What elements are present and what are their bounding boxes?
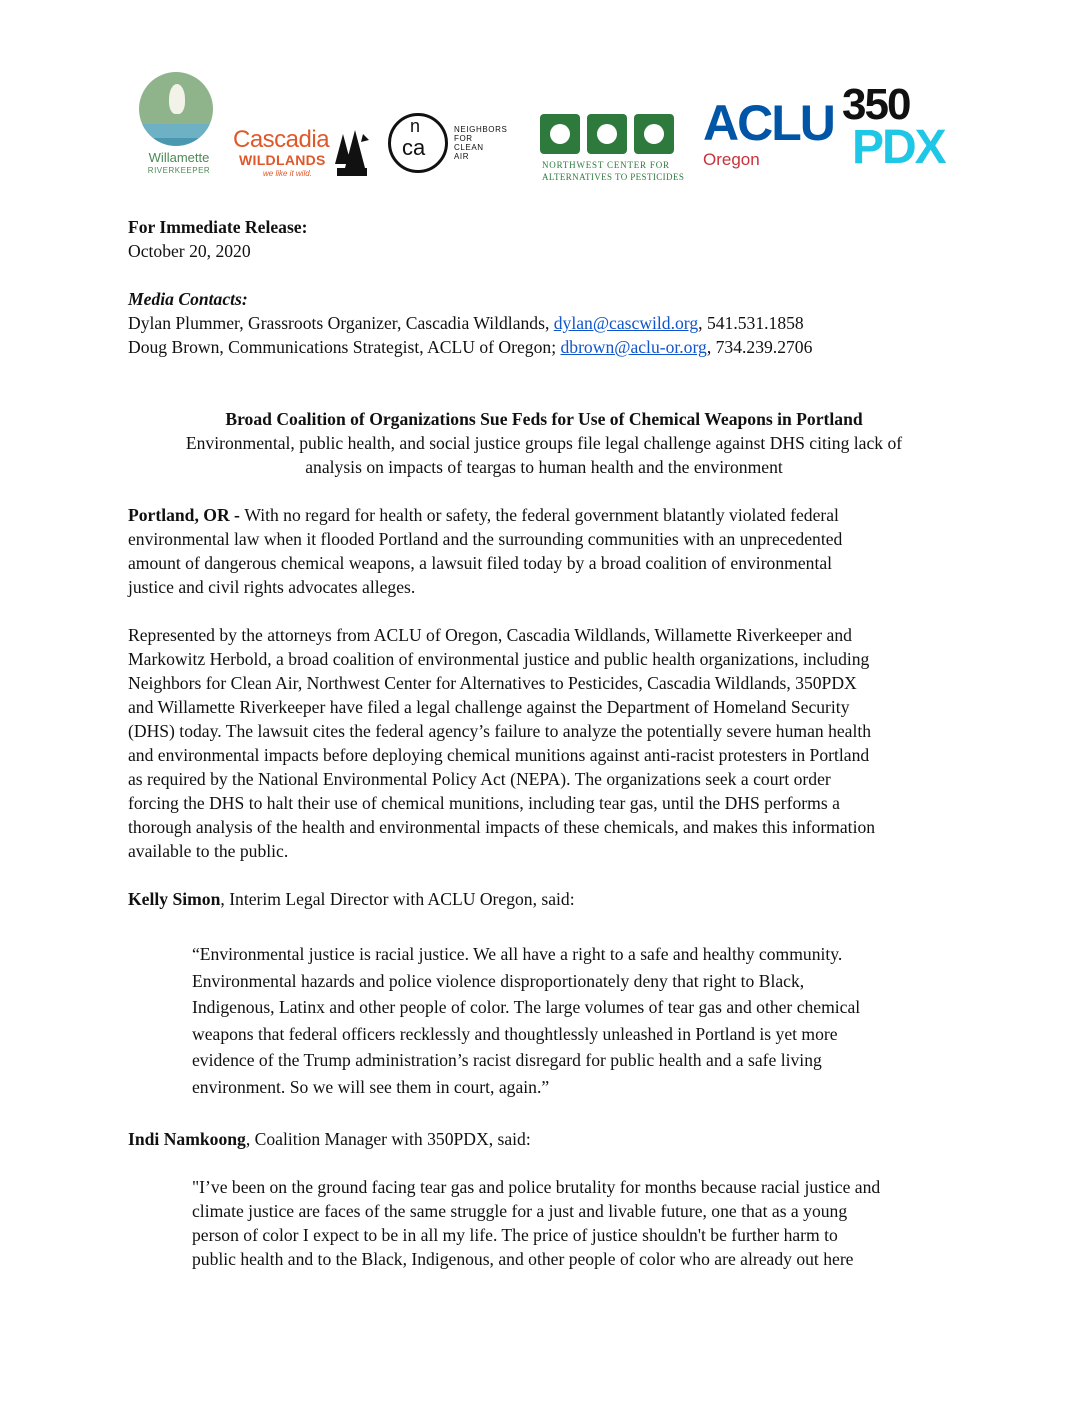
quote-line: environment. So we will see them in court, again.”	[192, 1076, 550, 1097]
speaker-title: , Interim Legal Director with ACLU Oregon, said:	[220, 889, 575, 909]
dbrown-email-link[interactable]: dbrown@aclu-or.org	[560, 337, 707, 357]
willamette-logo-text: Willamette	[148, 150, 210, 165]
release-header	[128, 215, 968, 263]
paragraph-line: and environmental impacts before deploying chemical munitions against anti-racist protesters in Portland	[128, 745, 870, 765]
quote-line: evidence of the Trump administration’s racist disregard for public health and a safe living	[192, 1050, 822, 1070]
headline-block	[128, 407, 960, 479]
paragraph-line: amount of dangerous chemical weapons, a lawsuit filed today by a broad coalition of environmental	[128, 553, 833, 573]
nca-word: AIR	[454, 152, 470, 161]
speaker-name: Indi Namkoong	[128, 1129, 246, 1149]
nca-n-text: n	[410, 116, 421, 136]
neighbors-for-clean-air-logo	[388, 113, 518, 175]
nca-ca-text: ca	[402, 135, 426, 160]
contact-text: Doug Brown, Communications Strategist, ACLU of Oregon;	[128, 337, 561, 357]
nca-word: CLEAN	[454, 143, 484, 152]
paragraph-line: as required by the National Environmental Policy Act (NEPA). The organizations seek a court order	[128, 769, 831, 789]
trees-animals-icon	[333, 130, 371, 180]
paragraph-line: and Willamette Riverkeeper have filed a legal challenge against the Department of Homeland Security	[128, 697, 850, 717]
paragraph-line: Neighbors for Clean Air, Northwest Center for Alternatives to Pesticides, Cascadia Wildlands, 350PDX	[128, 673, 857, 693]
paragraph-line: Represented by the attorneys from ACLU of Oregon, Cascadia Wildlands, Willamette Riverkeeper and	[128, 625, 852, 645]
paragraph-text: With no regard for health or safety, the federal government blatantly violated federal	[244, 505, 839, 525]
paragraph-line: Markowitz Herbold, a broad coalition of environmental justice and public health organizations, including	[128, 649, 870, 669]
headline-sub: Environmental, public health, and social justice groups file legal challenge against DHS citing lack of	[185, 433, 903, 453]
leaf-tile-icon	[587, 114, 627, 154]
paragraph-coalition	[128, 623, 968, 863]
dylan-email-link[interactable]: dylan@cascwild.org	[553, 313, 699, 333]
contact-phone: , 734.239.2706	[706, 337, 813, 357]
pdx-wordmark: PDX	[852, 121, 945, 174]
heron-emblem-icon	[139, 72, 213, 146]
quote-kelly-simon	[192, 941, 972, 1100]
ncap-logo	[540, 114, 685, 184]
quote-line: climate justice are faces of the same struggle for a just and livable future, one that as a young	[192, 1201, 848, 1221]
paragraph-portland	[128, 503, 968, 599]
cascadia-wildlands-logo	[233, 122, 373, 182]
nca-word: FOR	[454, 134, 473, 143]
ncap-line-1: NORTHWEST CENTER FOR	[542, 160, 670, 170]
contact-dylan	[128, 311, 968, 335]
350-wordmark: 350	[842, 80, 910, 129]
speaker-title: , Coalition Manager with 350PDX, said:	[245, 1129, 531, 1149]
nca-words	[454, 125, 507, 161]
speaker-name: Kelly Simon	[128, 889, 221, 909]
ncap-line-2: ALTERNATIVES TO PESTICIDES	[542, 172, 685, 182]
aclu-wordmark: ACLU	[703, 95, 834, 151]
quote-line: “Environmental justice is racial justice. We all have a right to a safe and healthy community.	[192, 944, 843, 964]
paragraph-line: environmental law when it flooded Portland and the surrounding communities with an unprecedented	[128, 529, 843, 549]
quote-line: public health and to the Black, Indigenous, and other people of color who are already out here	[192, 1249, 854, 1269]
contact-doug	[128, 335, 968, 359]
willamette-riverkeeper-logo	[137, 72, 221, 180]
paragraph-line: available to the public.	[128, 841, 289, 861]
nca-word: NEIGHBORS	[454, 125, 508, 134]
contact-phone: , 541.531.1858	[698, 313, 804, 333]
cascadia-logo-text: Cascadia	[233, 126, 330, 153]
speaker-kelly-simon	[128, 887, 968, 911]
quote-line: person of color I expect to be in all my life. The price of justice shouldn't be further harm to	[192, 1225, 838, 1245]
media-contacts	[128, 287, 968, 359]
quote-line: weapons that federal officers recklessly and thoughtlessly unleashed in Portland is yet more	[192, 1023, 838, 1044]
contact-text: Dylan Plummer, Grassroots Organizer, Cascadia Wildlands,	[128, 313, 554, 333]
paragraph-line: thorough analysis of the health and environmental impacts of these chemicals, and makes this information	[128, 817, 876, 837]
dateline: Portland, OR -	[128, 505, 245, 525]
headline-sub: analysis on impacts of teargas to human health and the environment	[305, 457, 783, 477]
paragraph-line: (DHS) today. The lawsuit cites the federal agency’s failure to analyze the potentially severe human health	[128, 721, 872, 741]
paragraph-line: justice and civil rights advocates alleges.	[128, 577, 416, 597]
quote-line: Environmental hazards and police violence disproportionately deny that right to Black,	[192, 970, 805, 991]
riverkeeper-logo-text: RIVERKEEPER	[147, 166, 211, 175]
cascadia-tagline: we like it wild.	[263, 169, 312, 178]
aclu-oregon-logo	[703, 95, 834, 176]
350pdx-logo	[842, 80, 948, 178]
contacts-heading: Media Contacts:	[128, 289, 248, 309]
quote-indi-namkoong	[192, 1175, 972, 1271]
aclu-oregon-text: Oregon	[703, 150, 760, 169]
quote-line: Indigenous, Latinx and other people of color. The large volumes of tear gas and other chemical	[192, 997, 861, 1017]
release-heading: For Immediate Release:	[128, 217, 308, 237]
paragraph-line: forcing the DHS to halt their use of chemical munitions, including tear gas, until the DHS performs a	[128, 793, 840, 813]
paragraph-line	[128, 503, 968, 527]
fish-tile-icon	[634, 114, 674, 154]
headline-title: Broad Coalition of Organizations Sue Feds for Use of Chemical Weapons in Portland	[225, 409, 863, 429]
bird-tile-icon	[540, 114, 580, 154]
quote-line: "I’ve been on the ground facing tear gas and police brutality for months because racial justice and	[192, 1177, 881, 1197]
speaker-indi-namkoong	[128, 1127, 968, 1151]
wildlands-logo-text: WILDLANDS	[239, 152, 326, 168]
release-date: October 20, 2020	[128, 241, 251, 261]
